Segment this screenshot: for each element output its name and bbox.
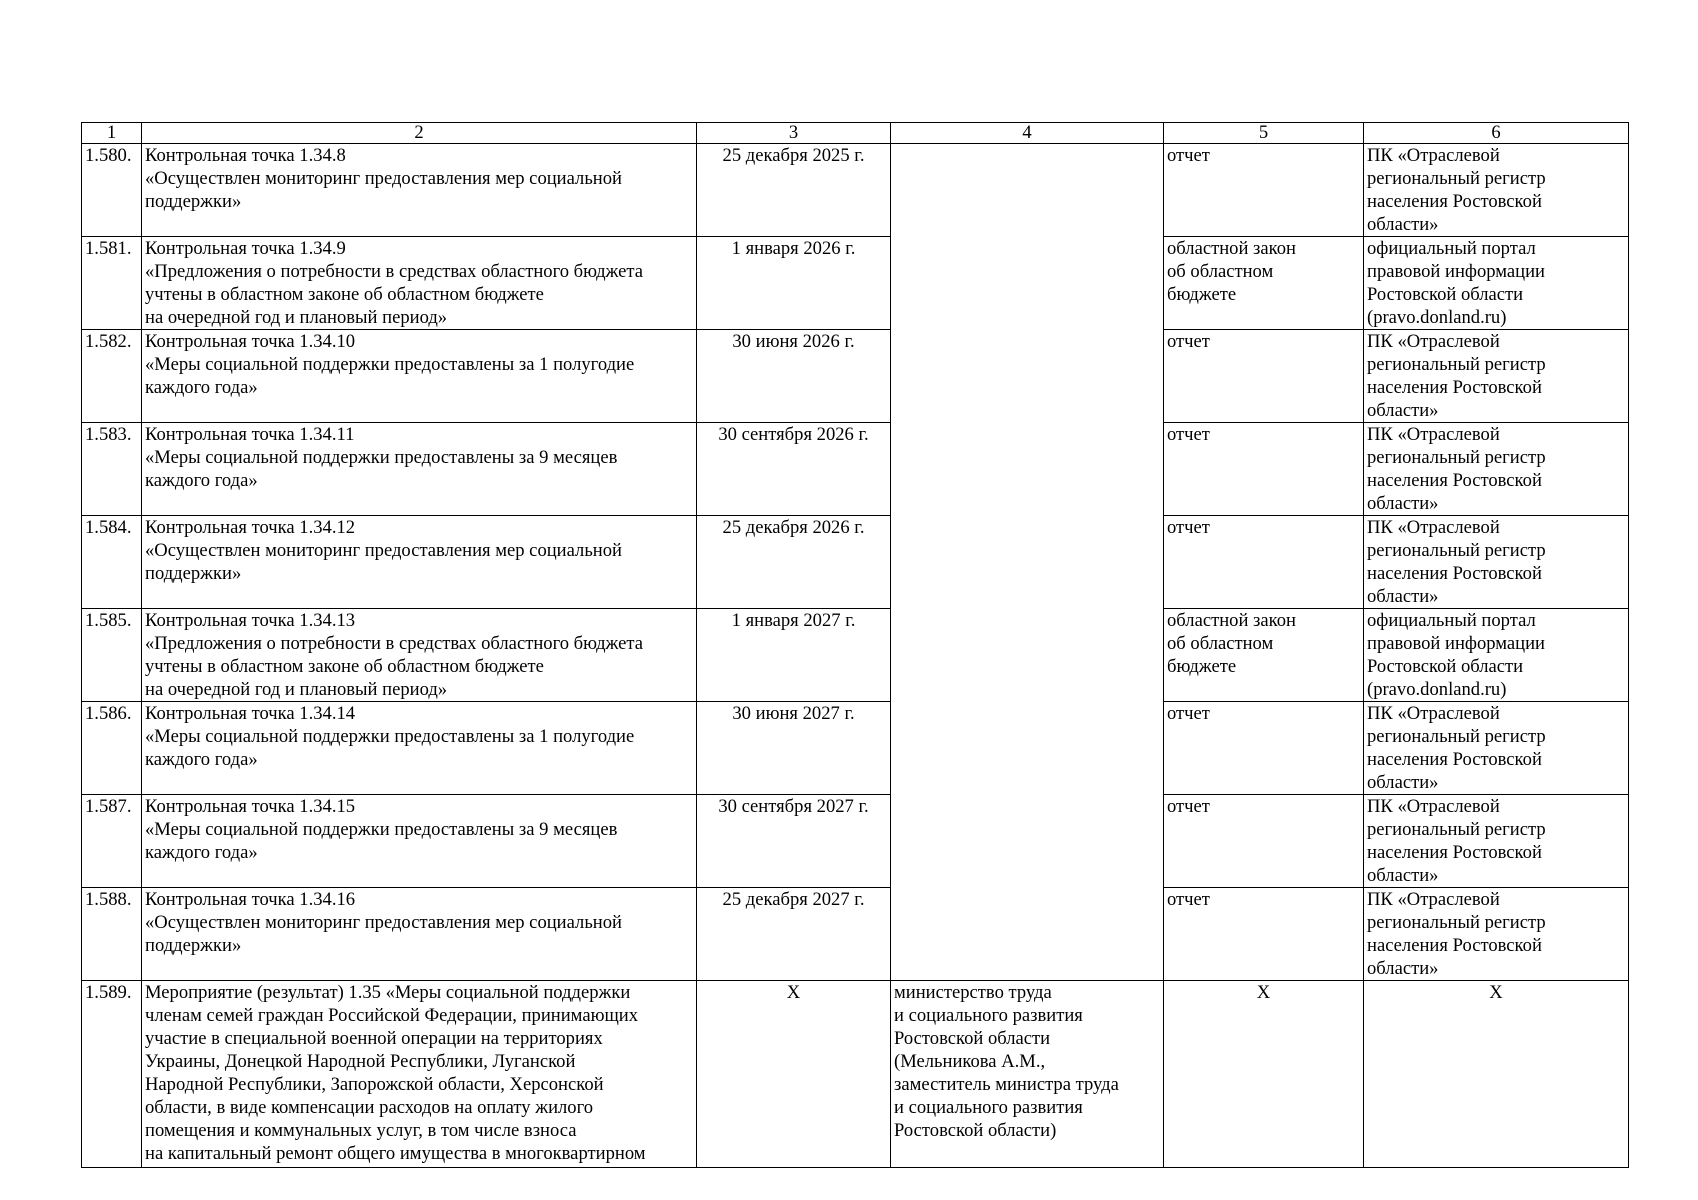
row-name	[142, 237, 697, 330]
row-description: «Осуществлен мониторинг предоставления мер социальной поддержки»	[145, 912, 623, 956]
table-row	[82, 144, 1629, 237]
row-document: отчет	[1164, 423, 1364, 516]
row-name	[142, 330, 697, 423]
row-number: 1.588.	[82, 888, 142, 981]
row-document: отчет	[1164, 795, 1364, 888]
column-header: 1	[82, 123, 142, 144]
row-title: Контрольная точка 1.34.11	[145, 424, 355, 445]
table-row	[82, 516, 1629, 609]
row-number: 1.584.	[82, 516, 142, 609]
row-title: Контрольная точка 1.34.16	[145, 889, 356, 910]
row-document: областной закон об областном бюджете	[1164, 609, 1364, 702]
row-description: «Предложения о потребности в средствах областного бюджета учтены в областном законе об областном бюджете на очередной год и плановый период»	[145, 633, 643, 700]
column-header: 4	[891, 123, 1164, 144]
row-name	[142, 702, 697, 795]
table-row	[82, 888, 1629, 981]
row-executor: министерство труда и социального развития Ростовской области (Мельникова А.М., заместитель министра труда и социального развития Ростовской области)	[891, 981, 1164, 1168]
row-description: «Меры социальной поддержки предоставлены за 9 месяцев каждого года»	[145, 819, 618, 863]
row-number: 1.580.	[82, 144, 142, 237]
row-source: X	[1364, 981, 1629, 1168]
row-source: ПК «Отраслевой региональный регистр населения Ростовской области»	[1364, 888, 1629, 981]
control-points-table	[81, 122, 1629, 1168]
row-document: отчет	[1164, 144, 1364, 237]
row-date: 1 января 2027 г.	[697, 609, 891, 702]
table-row	[82, 702, 1629, 795]
row-document: отчет	[1164, 702, 1364, 795]
row-date: 25 декабря 2025 г.	[697, 144, 891, 237]
column-header: 3	[697, 123, 891, 144]
row-description: «Предложения о потребности в средствах областного бюджета учтены в областном законе об областном бюджете на очередной год и плановый период»	[145, 261, 643, 328]
row-source: официальный портал правовой информации Ростовской области (pravo.donland.ru)	[1364, 609, 1629, 702]
row-title: Контрольная точка 1.34.9	[145, 238, 346, 259]
row-date: X	[697, 981, 891, 1168]
row-name	[142, 609, 697, 702]
row-date: 30 июня 2026 г.	[697, 330, 891, 423]
table-row	[82, 330, 1629, 423]
row-name	[142, 144, 697, 237]
column-header: 2	[142, 123, 697, 144]
row-title: Контрольная точка 1.34.10	[145, 331, 356, 352]
column-header: 5	[1164, 123, 1364, 144]
row-source: ПК «Отраслевой региональный регистр населения Ростовской области»	[1364, 144, 1629, 237]
row-title: Контрольная точка 1.34.12	[145, 517, 356, 538]
table-row	[82, 609, 1629, 702]
row-date: 25 декабря 2027 г.	[697, 888, 891, 981]
row-description: «Меры социальной поддержки предоставлены за 9 месяцев каждого года»	[145, 447, 618, 491]
row-source: ПК «Отраслевой региональный регистр населения Ростовской области»	[1364, 702, 1629, 795]
table-row-event	[82, 981, 1629, 1168]
row-name	[142, 795, 697, 888]
row-date: 30 сентября 2027 г.	[697, 795, 891, 888]
row-number: 1.586.	[82, 702, 142, 795]
executor-cell-empty	[891, 144, 1164, 981]
row-title: Контрольная точка 1.34.13	[145, 610, 356, 631]
row-document: отчет	[1164, 516, 1364, 609]
row-name	[142, 888, 697, 981]
row-date: 25 декабря 2026 г.	[697, 516, 891, 609]
row-description: «Осуществлен мониторинг предоставления мер социальной поддержки»	[145, 168, 623, 212]
table-row	[82, 237, 1629, 330]
row-document: отчет	[1164, 330, 1364, 423]
row-document: отчет	[1164, 888, 1364, 981]
row-title: Контрольная точка 1.34.15	[145, 796, 356, 817]
row-description: «Меры социальной поддержки предоставлены за 1 полугодие каждого года»	[145, 726, 635, 770]
row-source: ПК «Отраслевой региональный регистр населения Ростовской области»	[1364, 516, 1629, 609]
header-row	[82, 123, 1629, 144]
row-number: 1.587.	[82, 795, 142, 888]
row-description: «Осуществлен мониторинг предоставления мер социальной поддержки»	[145, 540, 623, 584]
row-document: X	[1164, 981, 1364, 1168]
row-name	[142, 423, 697, 516]
row-source: ПК «Отраслевой региональный регистр населения Ростовской области»	[1364, 795, 1629, 888]
row-document: областной закон об областном бюджете	[1164, 237, 1364, 330]
row-date: 30 июня 2027 г.	[697, 702, 891, 795]
row-number: 1.583.	[82, 423, 142, 516]
event-description: Мероприятие (результат) 1.35 «Меры социальной поддержки членам семей граждан Российской Федерации, принимающих участие в специальной военной операции на территориях Украины, Донецкой Народной Республики, Луганской Народной Республики, Запорожской области, Херсонской области, в виде компенсации расходов на оплату жилого помещения и коммунальных услуг, в том числе взноса на капитальный ремонт общего имущества в многоквартирном	[142, 981, 697, 1168]
table-row	[82, 795, 1629, 888]
row-name	[142, 516, 697, 609]
row-number: 1.585.	[82, 609, 142, 702]
table-row	[82, 423, 1629, 516]
row-date: 30 сентября 2026 г.	[697, 423, 891, 516]
row-number: 1.581.	[82, 237, 142, 330]
row-title: Контрольная точка 1.34.14	[145, 703, 356, 724]
row-title: Контрольная точка 1.34.8	[145, 145, 346, 166]
row-number: 1.582.	[82, 330, 142, 423]
row-number: 1.589.	[82, 981, 142, 1168]
row-date: 1 января 2026 г.	[697, 237, 891, 330]
column-header: 6	[1364, 123, 1629, 144]
row-source: официальный портал правовой информации Ростовской области (pravo.donland.ru)	[1364, 237, 1629, 330]
row-source: ПК «Отраслевой региональный регистр населения Ростовской области»	[1364, 330, 1629, 423]
row-description: «Меры социальной поддержки предоставлены за 1 полугодие каждого года»	[145, 354, 635, 398]
row-source: ПК «Отраслевой региональный регистр населения Ростовской области»	[1364, 423, 1629, 516]
